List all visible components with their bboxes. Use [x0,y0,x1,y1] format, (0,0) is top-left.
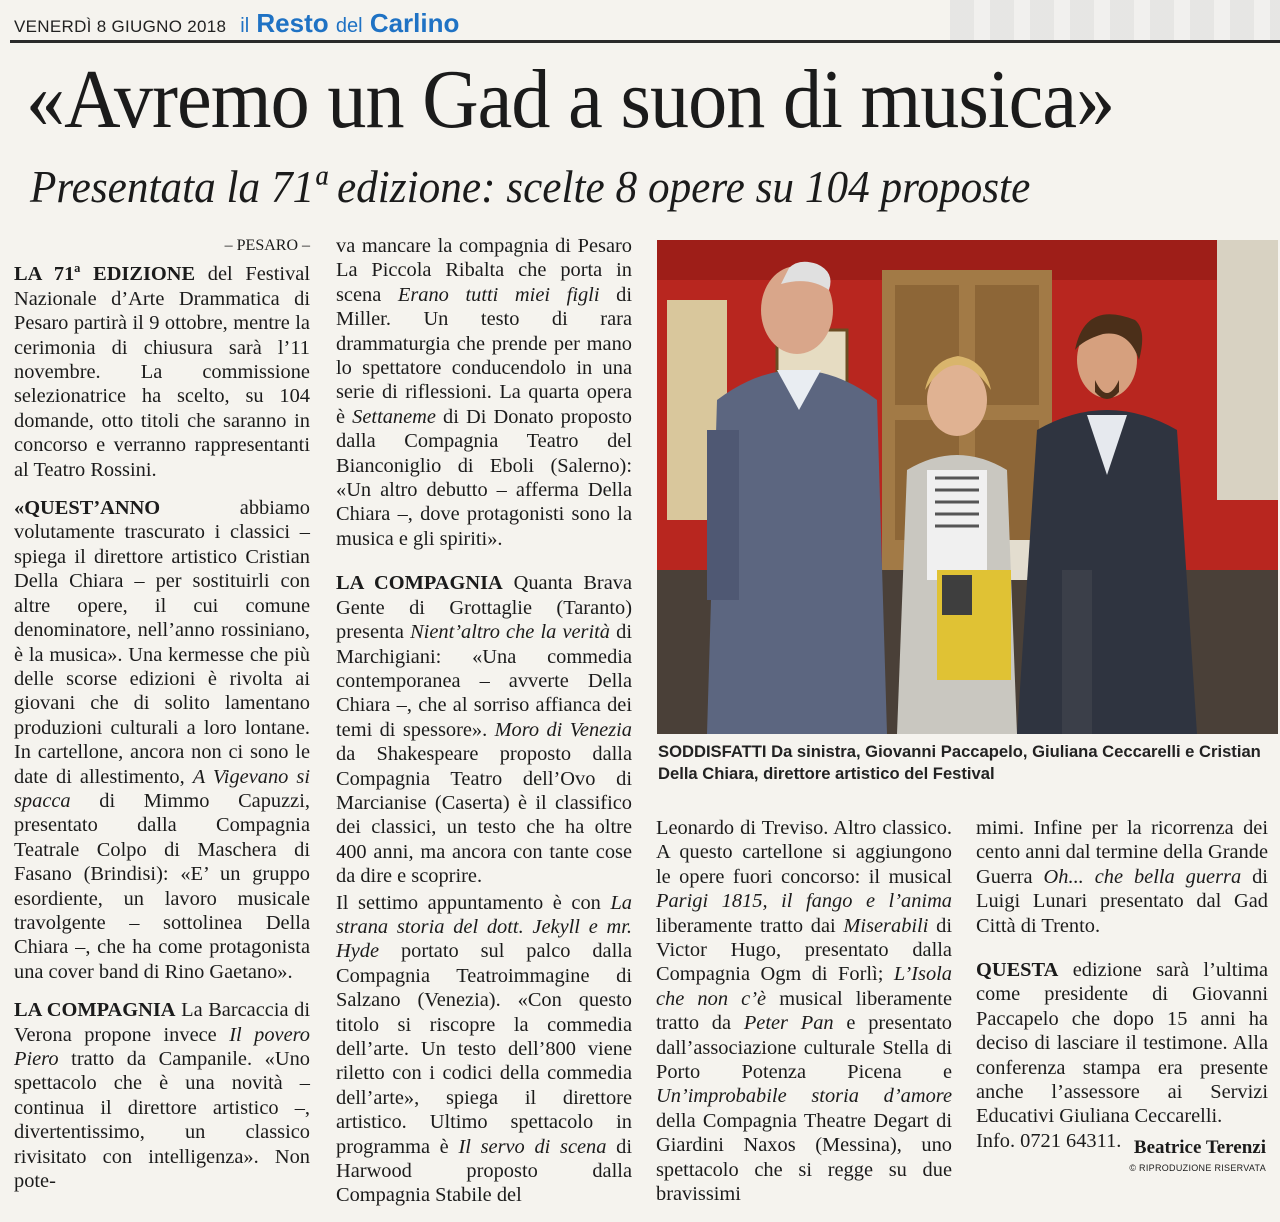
paragraph: LA COMPAGNIA La Barcaccia di Verona propone invece Il povero Piero tratto da Campanile. «Uno spettacolo che è una novità – continua il direttore artistico –, divertentissimo, un classico rivisitato con intelligenza». Non pote- [14,999,310,1193]
masthead [14,8,459,42]
copyright-notice: © RIPRODUZIONE RISERVATA [1129,1163,1266,1173]
paragraph: va mancare la compagnia di Pesaro La Piccola Ribalta che porta in scena Erano tutti miei figli di Miller. Un testo di rara drammaturgia che prende per mano lo spettatore conducendolo in una serie di riflessioni. La quarta opera è Settaneme di Di Donato proposto dalla Compagnia Teatro del Bianconiglio di Eboli (Salerno): «Un altro debutto – afferma Della Chiara –, dove protagonisti sono la musica e gli spiriti». [336,235,632,550]
article-column-1 [14,234,310,1207]
issue-date: VENERDÌ 8 GIUGNO 2018 [14,17,227,36]
photo-caption: SODDISFATTI Da sinistra, Giovanni Paccapelo, Giuliana Ceccarelli e Cristian Della Chiara, direttore artistico del Festival [658,742,1261,783]
author-byline: Beatrice Terenzi [1133,1137,1266,1158]
headline: «Avremo un Gad a suon di musica» [26,53,1115,146]
dateline: – PESARO – [224,237,310,254]
article-column-2 [336,234,632,1222]
subheadline: Presentata la 71ª edizione: scelte 8 opere su 104 proposte [30,161,1031,212]
paragraph: QUESTA edizione sarà l’ultima come presidente di Giovanni Paccapelo che dopo 15 anni ha deciso di lasciare il testimone. Alla conferenza stampa era presente anche l’assessore ai Servizi Educativi Giuliana Ceccarelli. Info. 0721 64311. [976,959,1268,1152]
article-column-4 [976,816,1268,1167]
article-photo [657,240,1278,734]
paragraph: LA 71ª EDIZIONE del Festival Nazionale d’Arte Drammatica di Pesaro partirà il 9 ottobre, mentre la cerimonia di chiusura sarà l’11 novembre. La commissione selezionatrice ha scelto, su 104 domande, otto titoli che saranno in concorso e verranno rappresentanti al Teatro Rossini. [14,263,310,481]
newspaper-logo: il Resto del Carlino [240,8,460,38]
article-column-3 [656,816,952,1221]
masthead-rule [10,40,1280,43]
paragraph: «QUEST’ANNO abbiamo volutamente trascurato i classici – spiega il direttore artistico Cristian Della Chiara – per sostituirli con altre opere, il cui comune denominatore, nell’anno rossiniano, è la musica». Una kermesse che più delle scorse edizioni è rivolta ai giovani che di solito lamentano produzioni culturali a loro lontane. In cartellone, ancora non ci sono le date di allestimento, A Vigevano si spacca di Mimmo Capuzzi, presentato dalla Compagnia Teatrale Colpo di Maschera di Fasano (Brindisi): «E’ un gruppo esordiente, un lavoro musicale travolgente – sottolinea Della Chiara –, che ha come protagonista una cover band di Rino Gaetano». [14,497,310,983]
photo-illustration [657,240,1278,734]
paragraph: mimi. Infine per la ricorrenza dei cento anni dal termine della Grande Guerra Oh... che bella guerra di Luigi Lunari presentato dal Gad Città di Trento. [976,817,1268,937]
paragraph: Leonardo di Treviso. Altro classico. A questo cartellone si aggiungono le opere fuori concorso: il musical Parigi 1815, il fango e l’anima liberamente tratto dai Miserabili di Victor Hugo, presentato dalla Compagnia Ogm di Forlì; L’Isola che non c’è musical liberamente tratto da Peter Pan e presentato dall’associazione culturale Stella di Porto Potenza Picena e Un’improbabile storia d’amore della Compagnia Theatre Degart di Giardini Naxos (Messina), uno spettacolo che si regge su due bravissimi [656,817,953,1206]
adjacent-page-fragment [950,0,1280,40]
paragraph: LA COMPAGNIA Quanta Brava Gente di Grottaglie (Taranto) presenta Nient’altro che la verità di Marchigiani: «Una commedia contemporanea – avverte Della Chiara –, che al sorriso affianca dei temi di spessore». Moro di Venezia da Shakespeare proposto dalla Compagnia Teatro dell’Ovo di Marcianise (Caserta) è il classifico dei classici, un testo che ha oltre 400 anni, ma ancora con tante cose da dire e scoprire. [336,572,633,888]
paragraph: Il settimo appuntamento è con La strana storia del dott. Jekyll e mr. Hyde portato sul palco dalla Compagnia Teatroimmagine di Salzano (Venezia). «Con questo titolo si riscopre la commedia dell’arte. Un testo dell’800 viene riletto con i codici della commedia dell’arte», spiega il direttore artistico. Ultimo spettacolo in programma è Il servo di scena di Harwood proposto dalla Compagnia Stabile del [336,891,632,1207]
